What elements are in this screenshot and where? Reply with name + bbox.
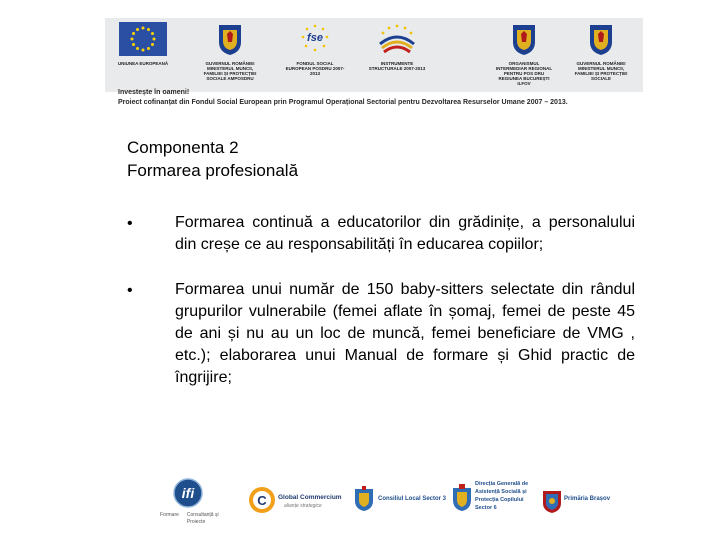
header-logo-strip xyxy=(105,18,643,92)
gov-ministry-logo-2 xyxy=(570,22,632,81)
slide-title xyxy=(127,136,298,182)
structural-instruments-logo xyxy=(367,22,427,71)
gov-ministry-caption: GUVERNUL ROMÂNIEI MINISTERUL MUNCII, FAMILIEI ȘI PROTECȚIEI SOCIALE AMPOSDRU xyxy=(203,61,257,81)
dgasp-logo xyxy=(452,478,542,524)
dgasp-line-1: Direcția Generală de xyxy=(475,481,529,487)
oir-bucharest-caption: ORGANISMUL INTERMEDIAR REGIONAL PENTRU POS DRU REGIUNEA BUCUREȘTI ILFOV xyxy=(495,61,553,86)
component-label: Componenta 2 xyxy=(127,138,239,157)
romania-coat-of-arms-icon xyxy=(511,22,537,56)
bullet-icon: • xyxy=(127,215,133,232)
fse-caption: FONDUL SOCIAL EUROPEAN POSDRU 2007-2013 xyxy=(285,61,345,76)
bullet-text-2: Formarea unui număr de 150 baby-sitters selectate din rândul grupurilor vulnerabile (femei aflate în șomaj, femei de peste 45 de ani și nu au un loc de muncă, femei beneficiare de VMG , etc.); elaborarea unui Manual de formare și Ghid practic de îngrijire; xyxy=(175,281,635,386)
dgasp-line-3: Protecția Copilului xyxy=(475,497,524,503)
sector3-crest-icon xyxy=(354,486,374,512)
structural-instruments-icon xyxy=(372,22,422,56)
cofinance-statement: Proiect cofinanțat din Fondul Social European prin Programul Operațional Sectorial pentru Dezvoltarea Resurselor Umane 2007 – 2013. xyxy=(118,99,568,106)
ifi-logo-icon xyxy=(166,478,216,508)
global-commercium-logo xyxy=(248,478,342,524)
oir-bucharest-logo xyxy=(493,22,555,86)
eu-caption: UNIUNEA EUROPEANĂ xyxy=(117,61,169,66)
gc-name: Global Commercium xyxy=(278,494,342,501)
bullet-list xyxy=(127,212,635,412)
cofinance-note xyxy=(118,88,568,108)
svg-text:ifi: ifi xyxy=(181,485,195,501)
romania-coat-of-arms-icon xyxy=(588,22,614,56)
fse-logo-icon xyxy=(297,22,333,56)
dgasp-line-2: Asistență Socială și xyxy=(475,489,527,495)
ifi-sub-2: Consultanță și Proiecte xyxy=(186,512,219,525)
romania-coat-of-arms-icon xyxy=(217,22,243,56)
svg-text:C: C xyxy=(257,493,267,508)
list-item xyxy=(127,279,635,389)
brasov-crest-icon xyxy=(542,488,562,514)
global-commercium-icon xyxy=(248,486,276,514)
bullet-icon: • xyxy=(127,282,133,299)
bullet-text-1: Formarea continuă a educatorilor din grădinițe, a personalului din creșe ce au responsabilități în educarea copiilor; xyxy=(175,214,635,253)
component-heading: Formarea profesională xyxy=(127,161,299,180)
partner-logo-strip xyxy=(160,478,611,526)
sector3-logo xyxy=(354,478,446,524)
fse-logo xyxy=(285,22,345,76)
structural-instruments-caption: INSTRUMENTE STRUCTURALE 2007-2013 xyxy=(368,61,426,71)
ifi-logo xyxy=(160,478,222,524)
eu-logo xyxy=(113,22,173,66)
gov-ministry-logo xyxy=(200,22,260,81)
list-item xyxy=(127,212,635,256)
brasov-name: Primăria Brașov xyxy=(564,496,611,502)
gov-ministry-2-caption: GUVERNUL ROMÂNIEI MINISTERUL MUNCII, FAMILIEI ȘI PROTECȚIEI SOCIALE xyxy=(574,61,628,81)
dgasp-crest-icon xyxy=(452,484,472,512)
brasov-logo xyxy=(542,478,611,524)
ifi-sub-1: Formare xyxy=(160,512,179,518)
motto: Investește în oameni! xyxy=(118,89,190,96)
sector3-name: Consiliul Local Sector 3 xyxy=(378,496,447,502)
svg-text:fse: fse xyxy=(307,32,323,44)
eu-flag-icon xyxy=(119,22,167,56)
dgasp-line-4: Sector 6 xyxy=(475,505,497,511)
gc-sub: alianțe strategice xyxy=(284,503,322,509)
